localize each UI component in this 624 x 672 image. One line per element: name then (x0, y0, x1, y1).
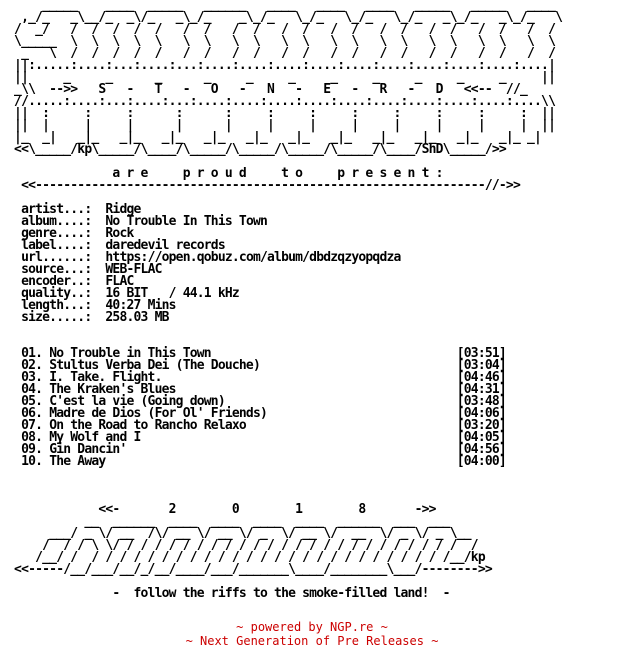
footer-tagline: ~ Next Generation of Pre Releases ~ (185, 634, 439, 648)
info-label: genre....: (0, 226, 106, 241)
info-label: quality..: (0, 286, 106, 301)
info-value: 40:27 Mins (105, 298, 176, 313)
track-title: C'est la vie (Going down) (49, 394, 225, 409)
track-number: 08. (0, 430, 50, 445)
year-ascii-art: <<- 2 0 1 8 ->> __ ______ ____ ____ ____ ____ ______ ___ ___ ___/ _ \/ __ /\/ __ \/ __ \/ _ \/ __ \/ __ \/ _ \/ _ \__ / / / \ \/ / / / / / / / / / / / / / / / / / / / / / / / / / /__/ / / / / / / / / / / / / / / / / / / / / / / / / / / /__/kp <<-----/__/___/__/_/__/____/___/_______\____/________\___/-------->> (14, 502, 492, 577)
track-number: 06. (0, 406, 50, 421)
info-label: source...: (0, 262, 106, 277)
header-ascii-art-lower: //.....:....:...:....:...:....:....:....:....:....:....:....:....:....:....\\ || : : : : : : : : : : : : || || | | | | | | | | | | | | || |_ _| _|_ _|_ _|_ _|_ _|_ _|_ _|_ _|_ _|_ _|_ _|_ _| <<\_____/kp\_____/\____/\_____/\_____/\_____/\_____/\____/ShD\_____/>> (14, 94, 556, 157)
footer-powered-by: ~ powered by NGP.re ~ (236, 620, 388, 634)
info-value: No Trouble In This Town (105, 214, 268, 229)
track-time: [04:46] (456, 370, 506, 385)
info-value: daredevil records (105, 238, 225, 253)
track-number: 05. (0, 394, 50, 409)
track-time: [03:20] (456, 418, 506, 433)
track-number: 02. (0, 358, 50, 373)
header-ascii-art: _____ ____ _____ ______ ____ ____ ____ _____ _____ ____ ,_/_ _\__/_ _\/_ _\_/_ _\_/_ \_/_ \_/_ \_/_ _\_/_ _\_/_ \ / _/ / / / / / / / / / / / / / / / / / / / / / \_____ \ \ \ \ \ \ \ \ \ \ \ \ \ \ \ \ \ \ \ \ \ _ \ / / / / / / / / / / / / / / / / / / / / / ||:.....:....:...:....:...:....:....:....:....:....:....:....:....:....:....| || _ _ _ _ _ _ _ _ _ _ _ || _\\ -->> S - T - O - N - E - R - D <<-- //_ (14, 0, 563, 97)
track-number: 09. (0, 442, 50, 457)
track-row (0, 454, 506, 469)
info-value: FLAC (105, 274, 134, 289)
info-label: album....: (0, 214, 106, 229)
track-number: 01. (0, 346, 50, 361)
track-title: Gin Dancin' (49, 442, 127, 457)
track-time: [03:48] (456, 394, 506, 409)
info-label: length...: (0, 298, 106, 313)
track-title: On the Road to Rancho Relaxo (49, 418, 246, 433)
track-number: 07. (0, 418, 50, 433)
track-title: The Away (49, 454, 106, 469)
track-time: [04:05] (456, 430, 506, 445)
info-row (0, 310, 169, 325)
info-value: Rock (105, 226, 134, 241)
track-number: 04. (0, 382, 50, 397)
track-title: The Kraken's Blues (49, 382, 176, 397)
track-time: [04:06] (456, 406, 506, 421)
track-time: [03:04] (456, 358, 506, 373)
track-number: 03. (0, 370, 50, 385)
info-label: label....: (0, 238, 106, 253)
info-label: artist...: (0, 202, 106, 217)
info-value: 16 BIT / 44.1 kHz (105, 286, 239, 301)
track-time: [04:56] (456, 442, 506, 457)
info-value: 258.03 MB (105, 310, 169, 325)
track-time: [03:51] (456, 346, 506, 361)
track-title: Madre de Dios (For Ol' Friends) (49, 406, 268, 421)
track-time: [04:31] (456, 382, 506, 397)
track-number: 10. (0, 454, 50, 469)
info-label: url......: (0, 250, 106, 265)
track-time: [04:00] (456, 454, 506, 469)
info-label: size.....: (0, 310, 106, 325)
track-title: No Trouble in This Town (49, 346, 211, 361)
info-block (0, 202, 401, 325)
tagline: - follow the riffs to the smoke-filled land! - (0, 586, 450, 601)
present-rule: <<----------------------------------------------------------------//->> (0, 178, 520, 193)
info-value: Ridge (105, 202, 141, 217)
track-title: My Wolf and I (49, 430, 141, 445)
tracklist (0, 346, 506, 469)
track-title: I. Take. Flight. (49, 370, 162, 385)
info-value: https://open.qobuz.com/album/dbdzqzyopqdza (105, 250, 401, 265)
present-line: a r e p r o u d t o p r e s e n t : (0, 166, 443, 181)
info-label: encoder..: (0, 274, 106, 289)
info-value: WEB-FLAC (105, 262, 162, 277)
track-title: Stultus Verba Dei (The Douche) (49, 358, 260, 373)
